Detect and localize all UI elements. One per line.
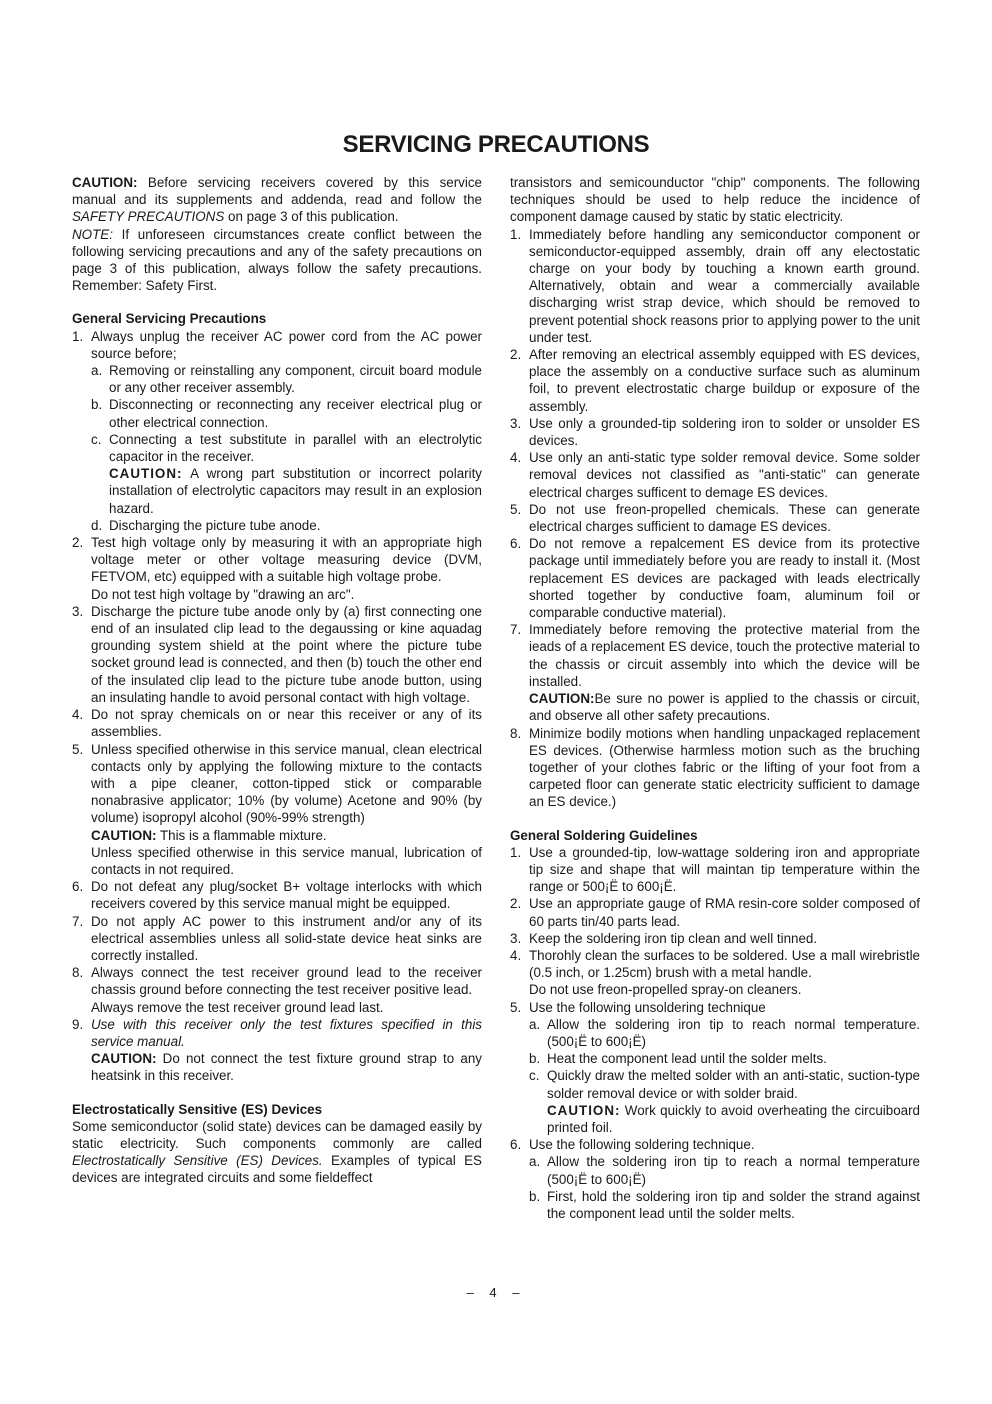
list-item: 7. Do not apply AC power to this instrument and/or any of its electrical assemblies unless all solid-state device heat sinks are correctly installed. (72, 913, 482, 963)
list-item: a. Removing or reinstalling any component, circuit board module or any other receiver assembly. (91, 363, 482, 396)
list-item: 2. Test high voltage only by measuring it with an appropriate high voltage meter or other voltage measuring device (DVM, FETVOM, etc) equipped with a suitable high voltage probe. (72, 535, 482, 585)
left-column (72, 174, 482, 1187)
list-item: c. Connecting a test substitute in parallel with an electrolytic capacitor in the receiver. (91, 431, 482, 465)
list-continuation: Do not test high voltage by "drawing an arc". (91, 586, 355, 602)
page-number: – 4 – (466, 1285, 526, 1300)
section-heading-es-devices: Electrostatically Sensitive (ES) Devices (72, 1101, 323, 1117)
note: NOTE: If unforeseen circumstances create conflict between the following servicing precautions and any of the safety precautions on page 3 of this publication, always follow the safety precautions. Remember: Safety First. (72, 226, 482, 294)
list-item: 3. Keep the soldering iron tip clean and well tinned. (510, 930, 818, 946)
list-item: 5. Unless specified otherwise in this service manual, clean electrical contacts only by applying the following mixture to the contacts with a pipe cleaner, cotton-tipped stick or comparable nonabrasive applicator; 10% (by volume) Acetone and 90% (by volume) isopropyl alcohol (90%-99% strength) (72, 741, 482, 826)
list-item: 4. Use only an anti-static type solder removal device. Some solder removal devices not classified as "anti-static" can generate electrical charges sufficent to demage ES devices. (510, 450, 920, 500)
list-continuation: Do not use freon-propelled spray-on cleaners. (529, 982, 802, 998)
list-item: 6. Do not defeat any plug/socket B+ voltage interlocks with which receivers covered by this service manual might be equipped. (72, 879, 482, 912)
list-item: 6. Use the following soldering technique. (510, 1137, 755, 1153)
list-item: b. First, hold the soldering iron tip and solder the strand against the component lead until the solder melts. (529, 1188, 920, 1221)
list-continuation: Unless specified otherwise in this service manual, lubrication of contacts in not required. (91, 844, 482, 877)
list-item: 9. Use with this receiver only the test fixtures specified in this service manual. (72, 1016, 482, 1049)
list-item: 6. Do not remove a repalcement ES device from its protective package until immediately before you are ready to install it. (Most replacement ES devices are packaged with leads electrically shorted together by conductive foam, aluminum foil or comparable conductive material). (510, 536, 920, 621)
list-item: 8. Minimize bodily motions when handling unpackaged replacement ES devices. (Otherwise harmless motion such as the bruching together of your clothes fabric or the lifting of your foot from a carpeted floor can generate static electricity sufficient to damage an ES device.) (510, 725, 920, 810)
page-title: SERVICING PRECAUTIONS (342, 131, 650, 158)
list-item: 3. Discharge the picture tube anode only by (a) first connecting one end of an insulated clip lead to the degaussing or kine aquadag grounding system shield at the point where the picture tube socket ground lead is connected, and then (b) touch the other end of the insulated clip lead to the picture tube anode button, using an insulating handle to avoid personal contact with high voltage. (72, 603, 482, 705)
list-item: 1. Immediately before handling any semiconductor component or semiconductor-equipped assembly, drain off any electostatic charge on your body by touching a known earth ground. Alternatively, obtain and wear a commercially available discharging wrist strap device, which should be removed to prevent potential shock reasons prior to applying power to the unit under test. (510, 226, 920, 345)
list-item: 2. After removing an electrical assembly equipped with ES devices, place the assembly on a conductive surface such as aluminum foil, to prevent electrostatic charge buildup or exposure of the assembly. (510, 347, 920, 414)
caution-note: CAUTION: A wrong part substitution or incorrect polarity installation of electrolytic capacitors may result in an explosion hazard. (109, 466, 482, 516)
caution-label: CAUTION: (72, 175, 138, 190)
list-item: 5. Use the following unsoldering technique (510, 999, 766, 1015)
list-item: 1. Always unplug the receiver AC power cord from the AC power source before; (72, 328, 482, 361)
list-continuation: Always remove the test receiver ground lead last. (91, 999, 384, 1015)
list-item: 2. Use an appropriate gauge of RMA resin-core solder composed of 60 parts tin/40 parts lead. (510, 896, 920, 929)
caution-note: CAUTION: Work quickly to avoid overheating the circuiboard printed foil. (547, 1102, 920, 1135)
section-heading-general-servicing: General Servicing Precautions (72, 311, 267, 327)
list-item: 4. Thorohly clean the surfaces to be soldered. Use a mall wirebristle (0.5 inch, or 1.25cm) brush with a metal handle. (510, 947, 920, 981)
list-item: d. Discharging the picture tube anode. (91, 517, 321, 533)
list-item: 4. Do not spray chemicals on or near this receiver or any of its assemblies. (72, 707, 482, 740)
caution-note: CAUTION:Be sure no power is applied to the chassis or circuit, and observe all other safety precautions. (529, 691, 920, 724)
list-item: c. Quickly draw the melted solder with an anti-static, suction-type solder removal device or with solder braid. (529, 1068, 920, 1101)
list-item: 3. Use only a grounded-tip soldering iron to solder or unsolder ES devices. (510, 415, 920, 449)
list-item: b. Disconnecting or reconnecting any receiver electrical plug or other electrical connection. (91, 397, 482, 430)
list-item: 5. Do not use freon-propelled chemicals. These can generate electrical charges sufficient to damage ES devices. (510, 501, 920, 535)
list-item: b. Heat the component lead until the solder melts. (529, 1051, 827, 1067)
list-item: 8. Always connect the test receiver ground lead to the receiver chassis ground before connecting the test receiver positive lead. (72, 965, 482, 998)
es-paragraph-continued: transistors and semicounductor "chip" components. The following techniques should be used to help reduce the incidence of component damage caused by static by static electricity. (510, 175, 920, 225)
es-paragraph: Some semiconductor (solid state) devices can be damaged easily by static electricity. Such components commonly are called Electrostatically Sensitive (ES) Devices. Examples of typical ES devices are integrated circuits and some fieldeffect (72, 1118, 482, 1186)
caution-note: CAUTION: This is a flammable mixture. (91, 827, 327, 843)
note-label: NOTE: (72, 226, 113, 242)
list-item: a. Allow the soldering iron tip to reach normal temperature. (500¡Ë to 600¡Ë) (529, 1016, 920, 1049)
intro-caution: CAUTION: Before servicing receivers covered by this service manual and its supplements and addenda, read and follow the SAFETY PRECAUTIONS on page 3 of this publication. (72, 175, 482, 225)
section-heading-soldering: General Soldering Guidelines (510, 827, 698, 843)
list-item: a. Allow the soldering iron tip to reach a normal temperature (500¡Ë to 600¡Ë) (529, 1154, 920, 1187)
list-item: 7. Immediately before removing the protective material from the ieads of a replacement ES device, touch the protective material to the chassis or circuit assembly into which the device will be installed. (510, 622, 920, 689)
list-item: 1. Use a grounded-tip, low-wattage soldering iron and appropriate tip size and shape that will maintan tip temperature within the range or 500¡Ë to 600¡Ë. (510, 844, 920, 895)
caution-note: CAUTION: Do not connect the test fixture ground strap to any heatsink in this receiver. (91, 1051, 482, 1084)
right-column (510, 174, 920, 1222)
